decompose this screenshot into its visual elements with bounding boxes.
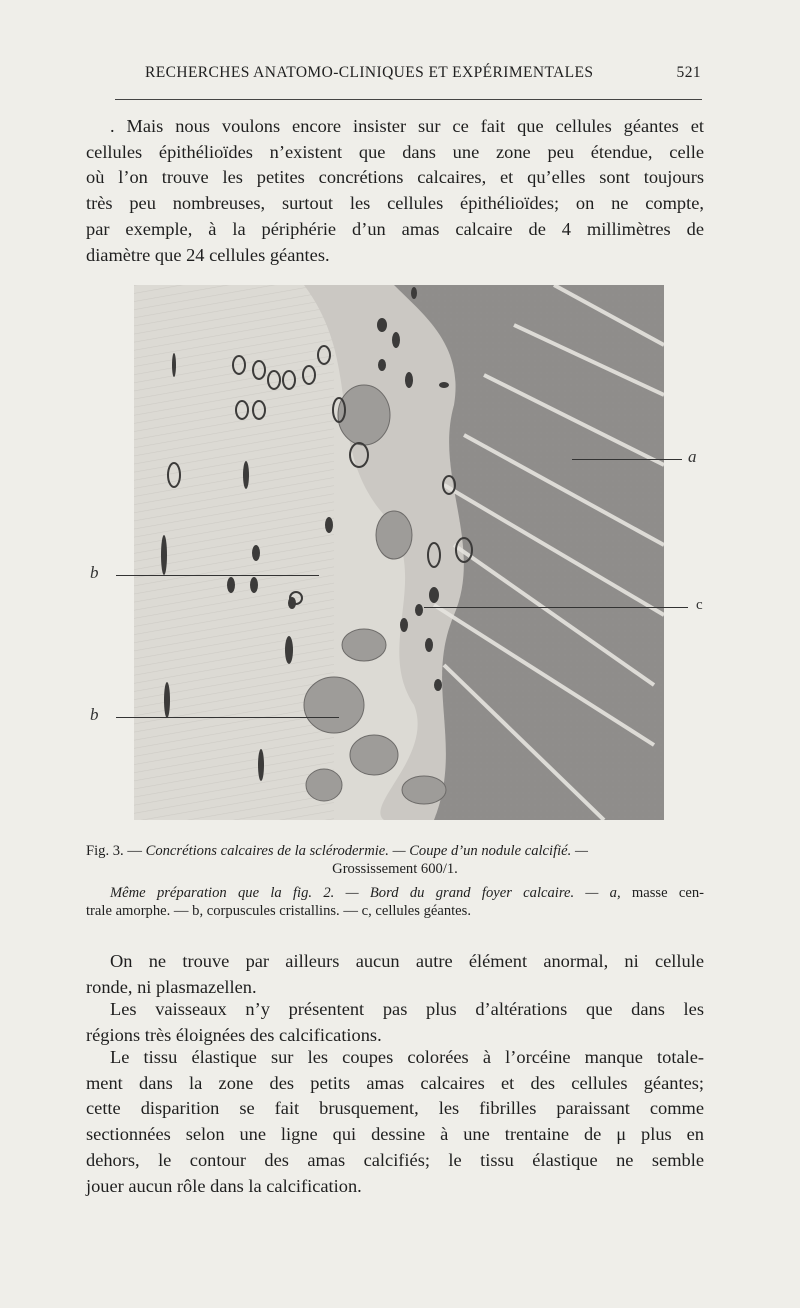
- legend-line: [86, 902, 704, 920]
- figure-number: Fig. 3. —: [86, 843, 142, 859]
- figure-legend: [86, 884, 704, 920]
- text-line: On ne trouve par ailleurs aucun autre élément anormal, ni cellule: [110, 951, 704, 971]
- text-line: dehors, le contour des amas calcifiés; le tissu élastique ne semble: [86, 1149, 704, 1170]
- running-head-title: RECHERCHES ANATOMO-CLINIQUES ET EXPÉRIMENTALES: [145, 64, 594, 81]
- running-head: [100, 62, 705, 86]
- text-line: ronde, ni plasmazellen.: [86, 976, 257, 997]
- text-line: . Mais nous voulons encore insister sur ce fait que cellules géantes et: [110, 116, 704, 136]
- page-number: 521: [676, 64, 701, 81]
- legend-roman: masse cen-: [620, 885, 705, 901]
- text-line: par exemple, à la périphérie d’un amas calcaire de 4 millimètres de: [86, 218, 704, 239]
- text-line: régions très éloignées des calcifications.: [86, 1024, 382, 1045]
- pointer-line-c: [424, 607, 664, 608]
- text-line: sectionnées selon une ligne qui dessine à une trentaine de μ plus en: [86, 1124, 704, 1145]
- figure-label-b-upper: b: [90, 563, 99, 582]
- legend-line: [86, 884, 704, 902]
- pointer-line-a-ext: [664, 459, 682, 460]
- figure-caption-title: [86, 842, 704, 860]
- pointer-line-b1-ext: [116, 575, 134, 576]
- figure-magnification: Grossissement 600/1.: [332, 861, 458, 877]
- paragraph-3: [86, 997, 704, 1048]
- pointer-line-c-ext: [664, 607, 688, 608]
- histology-illustration: [134, 285, 664, 820]
- pointer-line-b1: [134, 575, 319, 576]
- paragraph-1: [86, 114, 704, 268]
- text-line: très peu nombreuses, surtout les cellules épithélioïdes; on ne compte,: [86, 193, 704, 214]
- text-line: jouer aucun rôle dans la calcification.: [86, 1175, 362, 1196]
- pointer-line-a: [572, 459, 664, 460]
- paragraph-2: [86, 949, 704, 1000]
- text-line: ment dans la zone des petits amas calcaires et des cellules géantes;: [86, 1072, 704, 1093]
- text-line: cellules épithélioïdes n’existent que dans une zone peu étendue, celle: [86, 141, 704, 162]
- text-line: Le tissu élastique sur les coupes colorées à l’orcéine manque totale-: [110, 1047, 704, 1067]
- figure-title: Concrétions calcaires de la sclérodermie. — Coupe d’un nodule calcifié. —: [145, 843, 588, 859]
- legend-roman: trale amorphe. — b, corpuscules cristallins. — c, cellules géantes.: [86, 903, 471, 919]
- figure-label-a: a: [688, 447, 697, 466]
- legend-italic: Même préparation que la fig. 2. — Bord du grand foyer calcaire. — a,: [110, 885, 621, 901]
- text-line: cette disparition se fait brusquement, les fibrilles paraissant comme: [86, 1098, 704, 1119]
- figure-label-b-lower: b: [90, 705, 99, 724]
- text-line: où l’on trouve les petites concrétions calcaires, et qu’elles sont toujours: [86, 167, 704, 188]
- paragraph-4: [86, 1045, 704, 1199]
- figure-label-c: c: [696, 597, 703, 613]
- text-line: Les vaisseaux n’y présentent pas plus d’altérations que dans les: [110, 999, 704, 1019]
- text-line: diamètre que 24 cellules géantes.: [86, 244, 330, 265]
- header-rule: [115, 99, 702, 100]
- pointer-line-b2-ext: [116, 717, 134, 718]
- pointer-line-b2: [134, 717, 339, 718]
- histology-figure: [134, 285, 664, 820]
